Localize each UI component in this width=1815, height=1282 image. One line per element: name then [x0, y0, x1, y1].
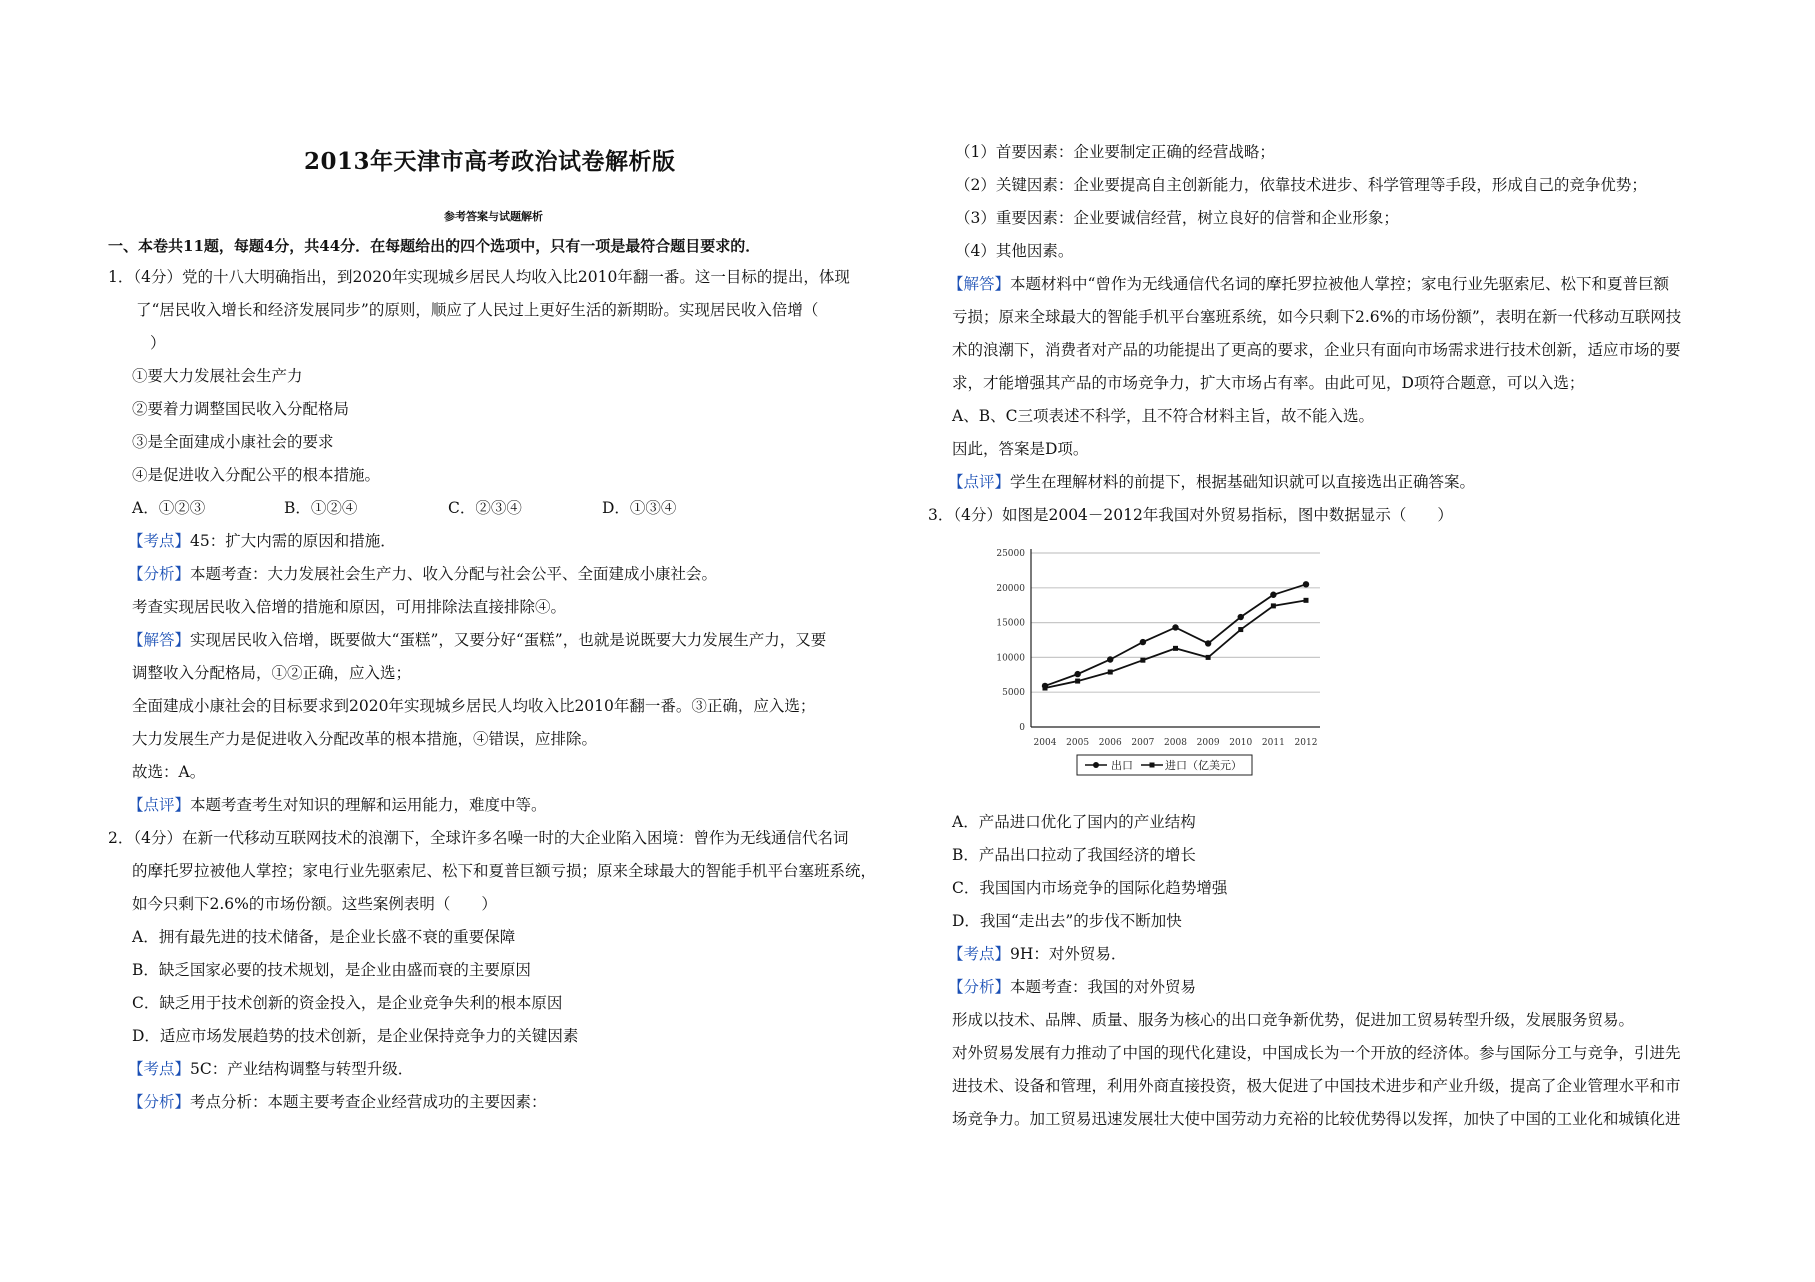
q3-fenxi [948, 977, 1196, 997]
dianping-text: 本题考查考生对知识的理解和运用能力，难度中等。 [190, 796, 547, 814]
y-tick-label: 25000 [996, 549, 1025, 559]
q3-fenxi-line: 形成以技术、品牌、质量、服务为核心的出口竞争新优势，促进加工贸易转型升级，发展服务贸易。 [952, 1011, 1635, 1029]
kaodian-text: 45：扩大内需的原因和措施． [190, 532, 396, 550]
q1-fenxi-line: 考查实现居民收入倍增的措施和原因，可用排除法直接排除④。 [132, 598, 567, 616]
y-tick-label: 5000 [1002, 688, 1025, 699]
jieda-text: 实现居民收入倍增，既要做大“蛋糕”，又要分好“蛋糕”，也就是说既要大力发展生产力，又要 [190, 631, 827, 649]
x-tick-label: 2007 [1131, 738, 1155, 748]
q1-statement: ④是促进收入分配公平的根本措施。 [132, 466, 381, 484]
kaodian-text: 9H：对外贸易． [1010, 945, 1127, 963]
fenxi-tag: 【分析】 [948, 978, 1011, 996]
q1-dianping [128, 795, 547, 815]
x-tick-label: 2006 [1098, 738, 1122, 748]
factor-line: （4）其他因素。 [955, 242, 1074, 260]
fenxi-text: 本题考查：我国的对外贸易 [1010, 978, 1197, 996]
jieda-text: 本题材料中“曾作为无线通信代名词的摩托罗拉被他人掌控；家电行业先驱索尼、松下和夏普巨额 [1010, 275, 1669, 293]
q2-line: 的摩托罗拉被他人掌控；家电行业先驱索尼、松下和夏普巨额亏损；原来全球最大的智能手机平台塞班系统， [132, 862, 877, 880]
q3-fenxi-line: 对外贸易发展有力推动了中国的现代化建设，中国成长为一个开放的经济体。参与国际分工与竞争，引进先 [952, 1044, 1681, 1062]
y-tick-label: 10000 [996, 653, 1025, 664]
q3-fenxi-line: 场竞争力。加工贸易迅速发展壮大使中国劳动力充裕的比较优势得以发挥，加快了中国的工业化和城镇化进 [952, 1110, 1681, 1128]
x-tick-label: 2008 [1164, 738, 1187, 748]
q1-choice-d: D．①③④ [602, 499, 677, 517]
data-point [1140, 639, 1146, 645]
data-point [1206, 655, 1211, 660]
data-point [1238, 627, 1243, 632]
q2-jieda-line: 求，才能增强其产品的市场竞争力，扩大市场占有率。由此可见，D项符合题意，可以入选； [952, 374, 1585, 392]
q1-statement: ③是全面建成小康社会的要求 [132, 433, 334, 451]
kaodian-tag: 【考点】 [128, 532, 191, 550]
kaodian-text: 5C：产业结构调整与转型升级． [190, 1060, 414, 1078]
q1-jieda-line: 大力发展生产力是促进收入分配改革的根本措施，④错误，应排除。 [132, 730, 598, 748]
q3-option-c: C．我国国内市场竞争的国际化趋势增强 [952, 879, 1228, 897]
q2-option-b: B．缺乏国家必要的技术规划，是企业由盛而衰的主要原因 [132, 961, 531, 979]
dianping-tag: 【点评】 [948, 473, 1011, 491]
q2-line: 如今只剩下2.6%的市场份额。这些案例表明（ ） [132, 895, 497, 913]
q1-choice-a: A．①②③ [132, 499, 206, 517]
factor-line: （3）重要因素：企业要诚信经营，树立良好的信誉和企业形象； [955, 209, 1399, 227]
q3-option-b: B．产品出口拉动了我国经济的增长 [952, 846, 1196, 864]
q2-line: 2．（4分）在新一代移动互联网技术的浪潮下，全球许多名噪一时的大企业陷入困境：曾作为无线通信代名词 [108, 829, 849, 847]
data-point [1074, 671, 1080, 677]
data-point [1043, 686, 1048, 691]
data-point [1107, 656, 1113, 662]
section-heading: 一、本卷共11题，每题4分，共44分．在每题给出的四个选项中，只有一项是最符合题目要求的． [108, 237, 761, 255]
dianping-text: 学生在理解材料的前提下，根据基础知识就可以直接选出正确答案。 [1010, 473, 1476, 491]
q3-option-a: A．产品进口优化了国内的产业结构 [952, 813, 1196, 831]
q1-jieda-line: 故选：A。 [132, 763, 206, 781]
q1-fenxi [128, 564, 717, 584]
q1-jieda-line: 全面建成小康社会的目标要求到2020年实现城乡居民人均收入比2010年翻一番。③正确，应入选； [132, 697, 816, 715]
series-line-export [1045, 584, 1306, 686]
q1-line: 了“居民收入增长和经济发展同步”的原则，顺应了人民过上更好生活的新期盼。实现居民收入倍增（ [136, 301, 819, 319]
series-line-import [1045, 600, 1306, 688]
y-tick-label: 0 [1019, 723, 1025, 733]
data-point [1108, 670, 1113, 675]
jieda-tag: 【解答】 [128, 631, 191, 649]
data-point [1303, 581, 1309, 587]
x-tick-label: 2005 [1066, 738, 1090, 748]
data-point [1173, 646, 1178, 651]
data-point [1140, 658, 1145, 663]
fenxi-tag: 【分析】 [128, 565, 191, 583]
q1-line: ） [150, 334, 166, 352]
q2-jieda-line: 术的浪潮下，消费者对产品的功能提出了更高的要求，企业只有面向市场需求进行技术创新，适应市场的要 [952, 341, 1681, 359]
q2-dianping [948, 472, 1475, 492]
data-point [1304, 598, 1309, 603]
q2-jieda-line: 因此，答案是D项。 [952, 440, 1089, 458]
q1-choice-c: C．②③④ [448, 499, 522, 517]
data-point [1271, 603, 1276, 608]
jieda-tag: 【解答】 [948, 275, 1011, 293]
legend-marker-export [1093, 762, 1099, 768]
q3-line: 3．（4分）如图是2004－2012年我国对外贸易指标，图中数据显示（ ） [928, 506, 1453, 524]
kaodian-tag: 【考点】 [948, 945, 1011, 963]
q2-jieda-line: A、B、C三项表述不科学，且不符合材料主旨，故不能入选。 [952, 407, 1374, 425]
q1-jieda-line: 调整收入分配格局，①②正确，应入选； [132, 664, 412, 682]
y-tick-label: 20000 [996, 583, 1025, 594]
q1-line: 1．（4分）党的十八大明确指出，到2020年实现城乡居民人均收入比2010年翻一番。这一目标的提出，体现 [108, 268, 850, 286]
x-tick-label: 2012 [1294, 738, 1318, 748]
q1-statement: ②要着力调整国民收入分配格局 [132, 400, 350, 418]
page-title: 2013年天津市高考政治试卷解析版 [304, 148, 676, 175]
q1-statement: ①要大力发展社会生产力 [132, 367, 303, 385]
legend-marker-import [1150, 763, 1155, 768]
q1-jieda [128, 630, 826, 650]
fenxi-text: 考点分析：本题主要考查企业经营成功的主要因素： [190, 1093, 547, 1111]
x-tick-label: 2004 [1033, 738, 1057, 748]
dianping-tag: 【点评】 [128, 796, 191, 814]
q2-jieda [948, 274, 1669, 294]
q2-kaodian [128, 1059, 413, 1079]
q2-option-c: C．缺乏用于技术创新的资金投入，是企业竞争失利的根本原因 [132, 994, 563, 1012]
legend-label-import: 进口（亿美元） [1165, 759, 1242, 772]
factor-line: （2）关键因素：企业要提高自主创新能力，依靠技术进步、科学管理等手段，形成自己的竞争优势； [955, 176, 1647, 194]
q2-option-d: D．适应市场发展趋势的技术创新，是企业保持竞争力的关键因素 [132, 1027, 579, 1045]
q3-kaodian [948, 944, 1126, 964]
factor-line: （1）首要因素：企业要制定正确的经营战略； [955, 143, 1275, 161]
x-tick-label: 2009 [1196, 738, 1220, 748]
trade-line-chart [985, 545, 1325, 795]
fenxi-text: 本题考查：大力发展社会生产力、收入分配与社会公平、全面建成小康社会。 [190, 565, 718, 583]
fenxi-tag: 【分析】 [128, 1093, 191, 1111]
data-point [1238, 614, 1244, 620]
x-tick-label: 2010 [1229, 738, 1253, 748]
q3-option-d: D．我国“走出去”的步伐不断加快 [952, 912, 1182, 930]
x-tick-label: 2011 [1261, 738, 1285, 748]
q1-kaodian [128, 531, 396, 551]
kaodian-tag: 【考点】 [128, 1060, 191, 1078]
q1-choice-b: B．①②④ [284, 499, 358, 517]
q2-option-a: A．拥有最先进的技术储备，是企业长盛不衰的重要保障 [132, 928, 516, 946]
subtitle: 参考答案与试题解析 [444, 210, 543, 223]
y-tick-label: 15000 [996, 618, 1025, 629]
data-point [1270, 592, 1276, 598]
q2-jieda-line: 亏损；原来全球最大的智能手机平台塞班系统，如今只剩下2.6%的市场份额”，表明在新一代移动互联网技 [952, 308, 1682, 326]
data-point [1205, 640, 1211, 646]
legend-label-export: 出口 [1111, 759, 1133, 772]
q3-fenxi-line: 进技术、设备和管理，利用外商直接投资，极大促进了中国技术进步和产业升级，提高了企业管理水平和市 [952, 1077, 1681, 1095]
q2-fenxi [128, 1092, 547, 1112]
data-point [1172, 624, 1178, 630]
data-point [1075, 679, 1080, 684]
